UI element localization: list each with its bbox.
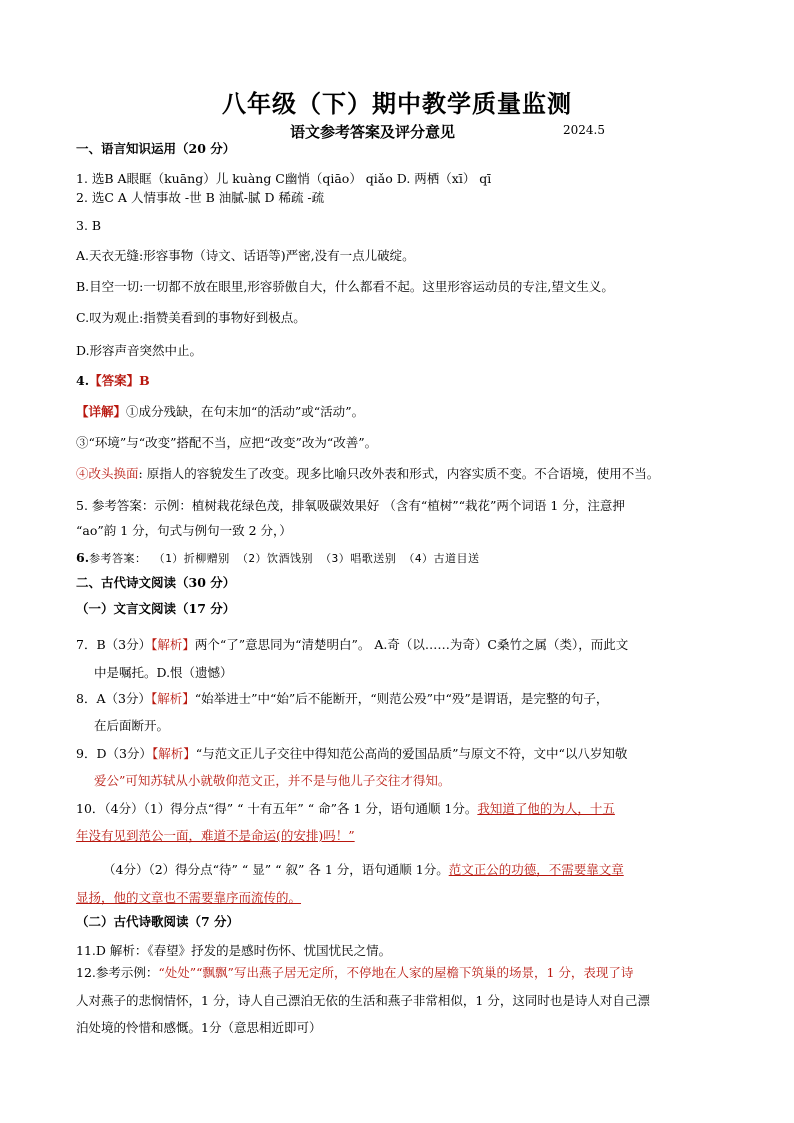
q6-answer [76, 549, 480, 568]
document-date: 2024.5 [563, 123, 605, 137]
q7-text: 两个“了”意思同为“清楚明白”。 A.奇（以……为奇）C桑竹之属（类），而此文 [194, 637, 629, 652]
q1-answer: 1. 选B A眼眶（kuāng）儿 kuàng C幽悄（qiāo） qiǎo D. 两栖（xī） qī [76, 171, 492, 186]
q4-idiom-tag: ④改头换面 [76, 466, 139, 481]
q10-scoring-1: 10．（4分）（1）得分点“得” “ 十有五年” “ 命”各 1 分，语句通顺 1分。 [76, 801, 478, 816]
q6-text: 参考答案： （1）折柳赠别 （2）饮酒饯别 （3）唱歌送别 （4）古道目送 [89, 552, 480, 565]
q8-analysis-tag: 【解析】 [150, 691, 195, 706]
q4-detail-1 [76, 403, 364, 421]
q10-line-1 [76, 800, 615, 818]
q10-line-3 [103, 861, 624, 879]
page-title: 八年级（下）期中教学质量监测 [222, 89, 572, 118]
q3-option-c: C.叹为观止:指赞美看到的事物好到极点。 [76, 310, 306, 325]
q6-number: 6. [76, 550, 90, 565]
q7-score: 7．B（3分） [76, 637, 152, 652]
q10-scoring-2: （4分）（2）得分点“待” “ 显” “ 叙” 各 1 分，语句通顺 1分。 [103, 862, 449, 877]
q10-translation-2a: 范文正公的功德，不需要靠文章 [448, 862, 624, 877]
q12-line-2: 人对燕子的悲悯情怀，1 分，诗人自己漂泊无依的生活和燕子非常相似，1 分，这同时也是诗人对自己漂 [76, 993, 650, 1008]
q9-score: 9．D（3分） [76, 746, 152, 761]
section2-sub2-heading: （二）古代诗歌阅读（7 分） [76, 914, 240, 929]
q4-detail-tag: 【详解】 [76, 404, 127, 419]
q7-analysis-tag: 【解析】 [151, 637, 195, 652]
q4-answer [76, 372, 150, 390]
q10-line-2: 年没有见到范公一面，难道不是命运(的安排)吗！” [76, 828, 355, 843]
q3-option-d: D.形容声音突然中止。 [76, 343, 203, 358]
q8-score: 8．A（3分） [76, 691, 151, 706]
q4-detail-1-text: ①成分残缺，在句末加“的活动”或“活动”。 [126, 404, 365, 419]
q8-line-2: 在后面断开。 [94, 718, 170, 733]
q7-line-1 [76, 636, 628, 654]
q4-detail-3-text: : 原指人的容貌发生了改变。现多比喻只改外表和形式，内容实质不变。不合语境，使用不当。 [138, 466, 660, 481]
section2-sub1-heading: （一）文言文阅读（17 分） [76, 601, 236, 616]
q12-text-1: “处处”“飘飘”写出燕子居无定所，不停地在人家的屋檐下筑巢的场景，1 分，表现了诗 [158, 965, 634, 980]
q3-option-b: B.目空一切:一切都不放在眼里,形容骄傲自大，什么都看不起。这里形容运动员的专注,望文生义。 [76, 279, 614, 294]
q9-line-1 [76, 745, 627, 763]
q7-line-2: 中是嘱托。D.恨（遗憾） [94, 665, 233, 680]
q10-line-4: 显扬，他的文章也不需要靠序而流传的。 [76, 890, 302, 905]
q10-translation-1a: 我知道了他的为人，十五 [477, 801, 615, 816]
q9-text: “与范文正儿子交往中得知范公高尚的爱国品质”与原文不符，文中“以八岁知敬 [195, 746, 628, 761]
q4-detail-3 [76, 465, 659, 483]
q11-answer: 11.D 解析：《春望》抒发的是感时伤怀、忧国忧民之情。 [76, 943, 392, 958]
q5-line-2: “ao”韵 1 分，句式与例句一致 2 分，） [76, 523, 292, 538]
q8-line-1 [76, 690, 608, 708]
q12-label: 12.参考示例： [76, 965, 159, 980]
section2-heading: 二、古代诗文阅读（30 分） [76, 575, 236, 590]
q3-option-a: A.天衣无缝:形容事物（诗文、话语等)严密,没有一点儿破绽。 [76, 248, 415, 263]
q2-answer: 2. 选C A 人情事故 -世 B 油膩-腻 D 稀疏 -疏 [76, 190, 325, 205]
q3-answer: 3. B [76, 218, 102, 233]
q12-line-3: 泊处境的怜惜和感慨。1分（意思相近即可） [76, 1020, 322, 1035]
q4-answer-tag: 【答案】B [89, 373, 150, 388]
page-subtitle: 语文参考答案及评分意见 [290, 123, 456, 141]
section1-heading: 一、语言知识运用（20 分） [76, 141, 236, 156]
q9-analysis-tag: 【解析】 [151, 746, 196, 761]
q8-text: “始举进士”中“始”后不能断开，“则范公殁”中“殁”是谓语，是完整的句子， [194, 691, 609, 706]
q4-detail-2: ③“环境”与“改变”搭配不当，应把“改变”改为“改善”。 [76, 435, 378, 450]
q12-line-1 [76, 964, 633, 982]
q9-line-2: 爱公”可知苏轼从小就敬仰范文正，并不是与他儿子交往才得知。 [94, 773, 451, 788]
q5-line-1: 5. 参考答案：示例：植树栽花绿色茂，排氧吸碳效果好 （含有“植树”“栽花”两个词语 1 分，注意押 [76, 498, 625, 513]
q4-number: 4. [76, 373, 90, 388]
